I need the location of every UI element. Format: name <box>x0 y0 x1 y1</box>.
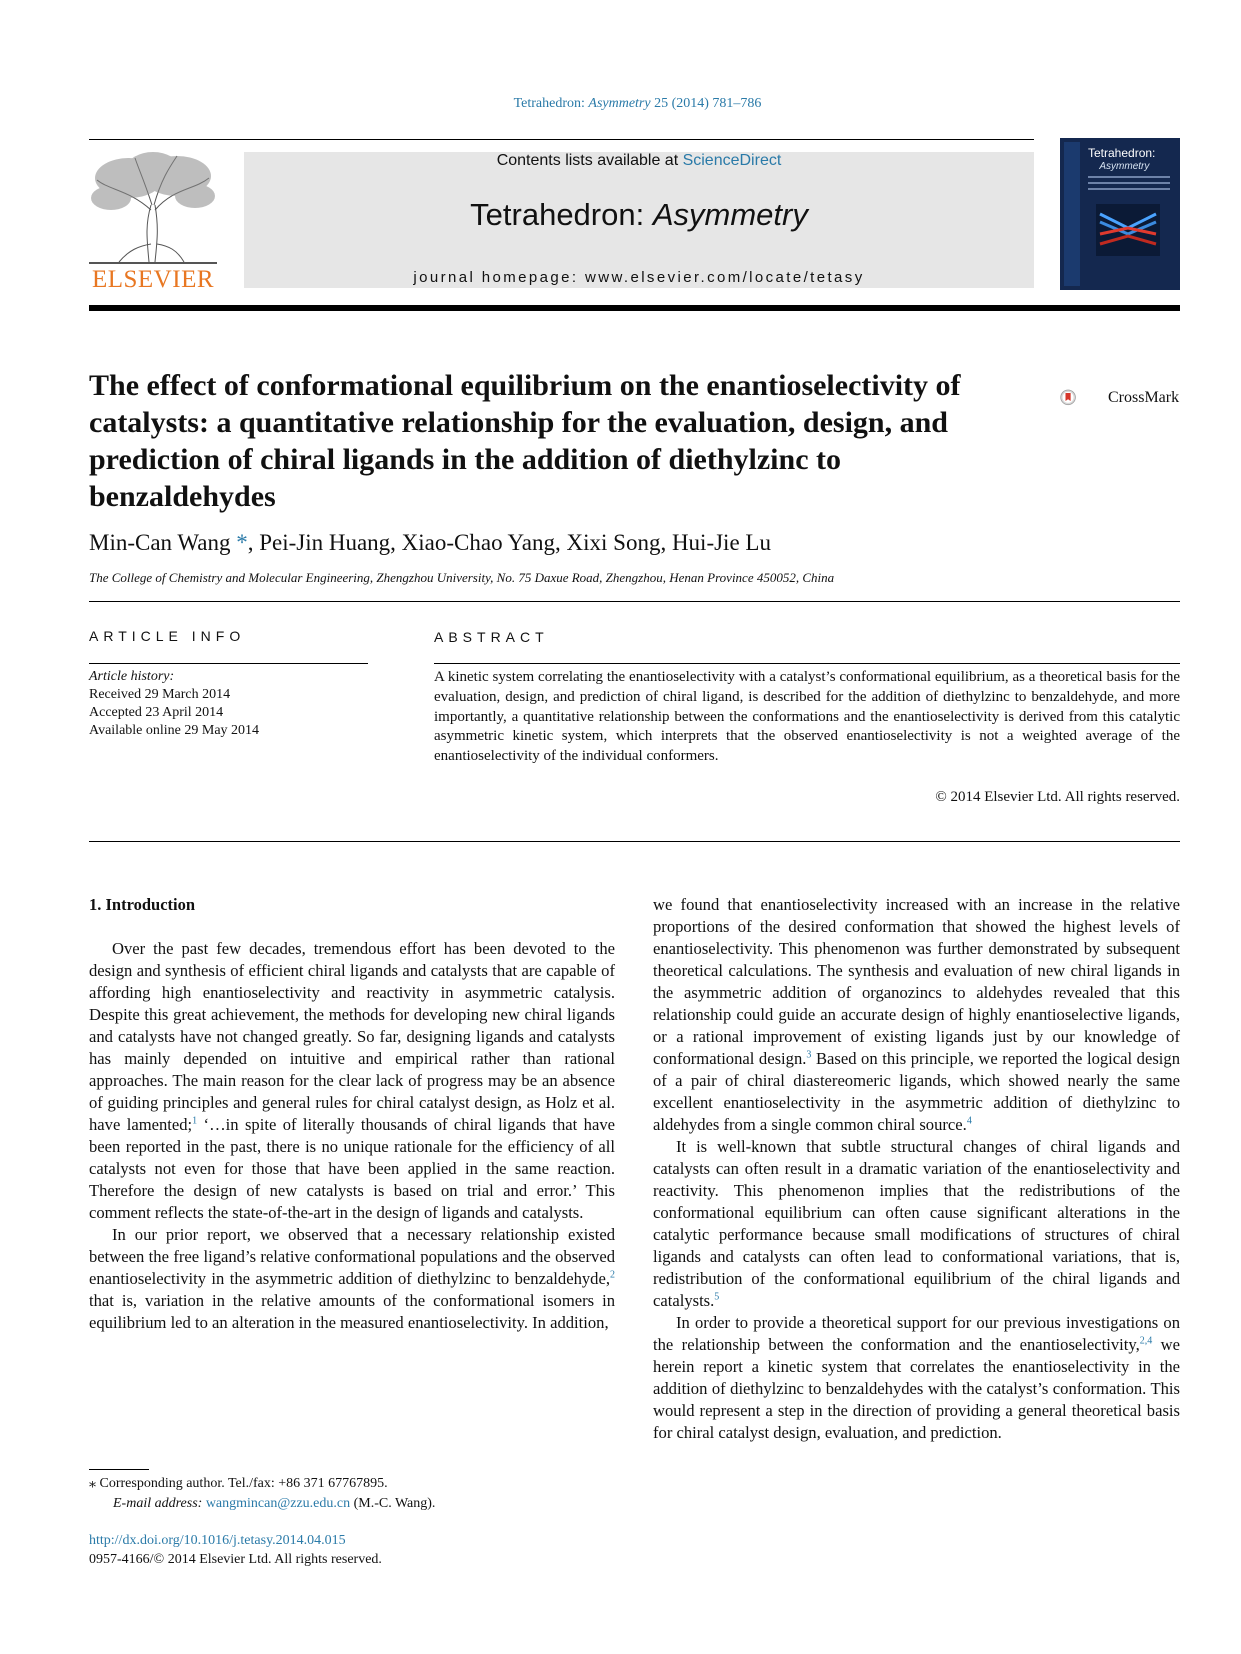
email-link[interactable]: wangmincan@zzu.edu.cn <box>205 1496 351 1511</box>
p2-text-a: In our prior report, we observed that a necessary relationship existed between the free ligand’s relative conformational populations and the observed enantioselectivity in the asymmetric addition of diethylzinc to benzaldehyde, <box>89 1225 615 1288</box>
crossmark-icon[interactable] <box>1060 375 1104 419</box>
elsevier-wordmark: ELSEVIER <box>91 266 215 293</box>
email-suffix: (M.-C. Wang). <box>350 1496 436 1511</box>
footnote <box>89 1474 689 1514</box>
cover-subtitle: Asymmetry <box>1099 161 1150 172</box>
abstract-rule <box>434 663 1180 664</box>
other-authors: , Pei-Jin Huang, Xiao-Chao Yang, Xixi Song, Hui-Jie Lu <box>247 530 771 555</box>
online-date: Available online 29 May 2014 <box>89 723 260 738</box>
ref-link-4[interactable]: 4 <box>966 1115 972 1127</box>
crossmark-label[interactable]: CrossMark <box>1108 389 1180 406</box>
p3-text-a: we found that enantioselectivity increased with an increase in the relative proportions of the desired conformation that showed the highest levels of enantioselectivity. This phenomenon was further demonstrated by subsequent theoretical calculations. The synthesis and evaluation of new chiral ligands in the asymmetric addition of organozincs to aldehydes revealed that this relationship could guide an accurate design of highly enantioselective ligands, or a rational improvement of existing ligands just by our knowledge of conformational design. <box>653 895 1180 1068</box>
p4-text-a: It is well-known that subtle structural changes of chiral ligands and catalysts can often result in a dramatic variation of the enantioselectivity and reactivity. This phenomenon implies that the redistributions of the conformational equilibrium can often cause significant alterations in the catalytic performance because small modifications of structures of chiral ligands and catalysts can often lead to conformational variations, that is, redistribution of the conformational equilibrium of the chiral ligands and catalysts. <box>653 1137 1180 1310</box>
paragraph-4 <box>653 1136 1180 1312</box>
doi-block <box>89 1531 689 1569</box>
email-label: E-mail address: <box>113 1496 206 1511</box>
divider-above-info <box>89 601 1180 602</box>
history-label: Article history: <box>89 669 175 684</box>
section-title: 1. Introduction <box>89 895 196 914</box>
top-divider <box>89 139 1034 140</box>
body-left-column <box>89 894 615 1334</box>
journal-homepage[interactable]: journal homepage: www.elsevier.com/locate/tetasy <box>413 269 865 286</box>
paragraph-5 <box>653 1312 1180 1444</box>
running-head-prefix: Tetrahedron: <box>513 96 589 111</box>
cover-lines <box>1088 176 1170 194</box>
ref-link-5[interactable]: 5 <box>714 1291 720 1303</box>
p1-text-a: Over the past few decades, tremendous effort has been devoted to the design and synthesis of efficient chiral ligands and catalysts that are capable of affording high enantioselectivity and reactivity in asymmetric catalysis. Despite this great achievement, the methods for developing new chiral ligands and catalysts have not changed greatly. So far, designing ligands and catalysts has mainly depended on intuitive and empirical rather than rational approaches. The main reason for the clear lack of progress may be an absence of guiding principles and general rules for chiral catalyst design, as Holz et al. have lamented; <box>89 939 615 1134</box>
running-head[interactable] <box>0 96 1241 112</box>
cover-title-text: Tetrahedron: <box>1088 146 1156 160</box>
cover-title <box>1088 146 1155 174</box>
p3-text-b: Based on this principle, we reported the logical design of a pair of chiral diastereomeric ligands, which showed nearly the same excellent enantioselectivity in the asymmetric addition of diethylzinc to aldehydes from a single common chiral source. <box>653 1049 1180 1134</box>
body-right-column <box>653 894 1180 1444</box>
issn-line: 0957-4166/© 2014 Elsevier Ltd. All rights reserved. <box>89 1552 382 1567</box>
cover-strip <box>1064 142 1080 286</box>
sciencedirect-link[interactable]: ScienceDirect <box>682 152 782 169</box>
journal-title-italic: Asymmetry <box>652 197 808 232</box>
ref-link-2-4[interactable]: 2,4 <box>1139 1335 1153 1347</box>
affiliation: The College of Chemistry and Molecular Engineering, Zhengzhou University, No. 75 Daxue Road, Zhengzhou, Henan Province 450052, China <box>89 570 835 585</box>
running-head-suffix: 25 (2014) 781–786 <box>650 96 762 111</box>
p5-text-a: In order to provide a theoretical support for our previous investigations on the relationship between the conformation and the enantioselectivity, <box>653 1313 1180 1354</box>
article-info-heading: ARTICLE INFO <box>89 628 246 644</box>
article-history <box>89 668 389 740</box>
paragraph-3 <box>653 894 1180 1136</box>
ref-link-2[interactable]: 2 <box>610 1269 615 1281</box>
p2-text-b: that is, variation in the relative amounts of the conformational isomers in equilibrium led to an alteration in the measured enantioselectivity. In addition, <box>89 1291 615 1332</box>
journal-title-prefix: Tetrahedron: <box>470 197 653 232</box>
contents-prefix: Contents lists available at <box>496 152 683 169</box>
received-date: Received 29 March 2014 <box>89 687 231 702</box>
paragraph-1 <box>89 938 615 1224</box>
p5-text-b: we herein report a kinetic system that correlates the enantioselectivity in the addition of diethylzinc to benzaldehydes with the catalyst’s conformation. This would represent a step in the direction of providing a general theoretical basis for chiral catalyst design, evaluation, and prediction. <box>653 1335 1181 1442</box>
abstract-heading: ABSTRACT <box>434 629 549 645</box>
author-list <box>89 530 1089 556</box>
footnote-rule <box>89 1469 149 1470</box>
article-title: The effect of conformational equilibrium on the enantioselectivity of catalysts: a quantitative relationship for the evaluation, design, and prediction of chiral ligands in the addition of diethylzinc to benzaldehydes <box>89 369 961 513</box>
journal-cover-image[interactable] <box>1060 138 1180 290</box>
journal-title <box>244 197 1034 233</box>
article-info-rule <box>89 663 368 664</box>
running-head-journal: Asymmetry <box>588 96 651 111</box>
abstract-copyright: © 2014 Elsevier Ltd. All rights reserved. <box>935 789 1180 805</box>
abstract-text: A kinetic system correlating the enantioselectivity with a catalyst’s conformational equilibrium, as a theoretical basis for the evaluation, design, and prediction of chiral ligand, is described for the addition of diethylzinc to benzaldehyde, and more importantly, a quantitative relationship between the conformations and the enantioselectivity is derived from this catalytic asymmetric kinetic system, which interprets that the observed enantioselectivity is not a weighted average of the enantioselectivity of the individual conformers. <box>434 669 1180 765</box>
accepted-date: Accepted 23 April 2014 <box>89 705 224 720</box>
ref-link-3[interactable]: 3 <box>806 1049 812 1061</box>
contents-line <box>244 152 1034 170</box>
footnote-mark: ⁎ <box>89 1476 96 1491</box>
p1-text-b: ‘…in spite of literally thousands of chiral ligands that have been reported in the past, there is no unique rationale for the efficiency of all catalysts not even for those that have been applied in the same reaction. Therefore the design of new catalysts is based on trial and error.’ This comment reflects the state-of-the-art in the design of ligands and catalysts. <box>89 1115 616 1222</box>
corresponding-author-mark[interactable]: * <box>236 530 248 555</box>
divider-below-abstract <box>89 841 1180 842</box>
cover-graphic-icon <box>1096 204 1160 256</box>
ref-link-1[interactable]: 1 <box>192 1115 198 1127</box>
header-thick-rule <box>89 305 1180 311</box>
corresponding-author-note: Corresponding author. Tel./fax: +86 371 67767895. <box>96 1476 388 1491</box>
paragraph-2 <box>89 1224 615 1334</box>
doi-link[interactable]: http://dx.doi.org/10.1016/j.tetasy.2014.04.015 <box>89 1533 346 1548</box>
first-author[interactable]: Min-Can Wang <box>89 530 231 555</box>
